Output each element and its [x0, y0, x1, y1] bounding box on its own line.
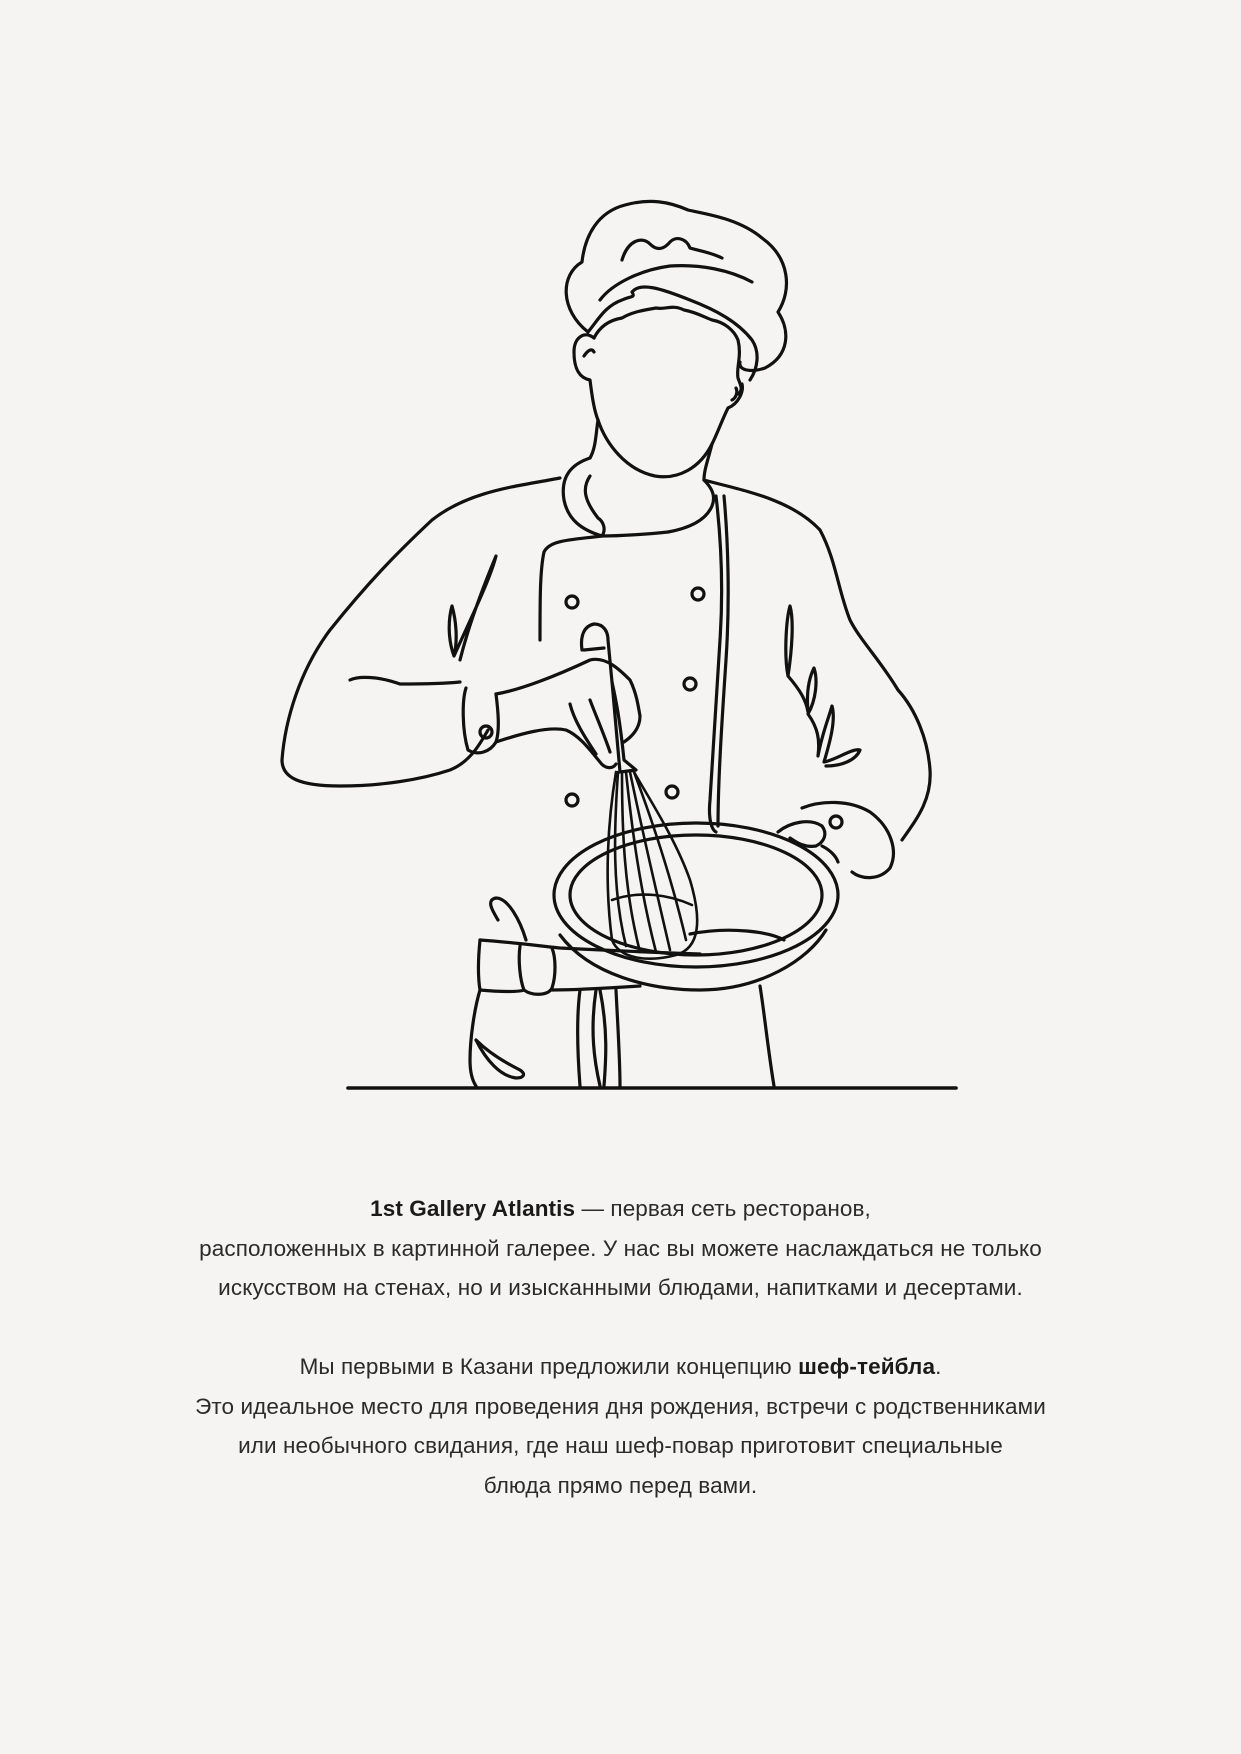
- jacket-right: [704, 480, 930, 840]
- intro-line-3: искусством на стенах, но и изысканными блюдами, напитками и десертами.: [218, 1275, 1023, 1300]
- chef-table-line-4: блюда прямо перед вами.: [483, 1472, 758, 1498]
- intro-line-1: [0, 1189, 1241, 1229]
- belt-buckle: [519, 946, 555, 994]
- right-hand: [778, 822, 825, 847]
- whisk-handle: [582, 624, 613, 682]
- jacket-button: [684, 678, 696, 690]
- jacket-button: [566, 794, 578, 806]
- intro-line-1-rest: — первая сеть ресторанов,: [575, 1196, 871, 1221]
- leaf-ornament: [786, 606, 860, 766]
- chef-table-line-2: Это идеальное место для проведения дня рождения, встречи с родственниками: [195, 1393, 1046, 1419]
- leaf-ornament: [449, 556, 496, 660]
- intro-line-2: расположенных в картинной галерее. У нас вы можете наслаждаться не только: [199, 1235, 1042, 1261]
- chef-table-line-1-start: Мы первыми в Казани предложили концепцию: [299, 1354, 799, 1379]
- whisk-wires: [608, 772, 698, 959]
- intro-paragraph: [0, 1189, 1241, 1308]
- mixing-bowl-rim: [554, 823, 838, 967]
- jacket-button: [566, 596, 578, 608]
- jacket-left: [282, 478, 560, 786]
- brand-name: 1st Gallery Atlantis: [370, 1196, 576, 1221]
- chef-table-line-1-end: .: [935, 1354, 942, 1379]
- chef-table-highlight: шеф-тейбла: [798, 1354, 936, 1379]
- chef-table-paragraph: [0, 1347, 1241, 1505]
- apron-tie: [491, 898, 526, 940]
- jacket-button: [692, 588, 704, 600]
- jacket-button: [666, 786, 678, 798]
- jacket-collar: [563, 458, 604, 536]
- chef-table-line-1: [0, 1347, 1241, 1387]
- chef-face: [574, 335, 742, 477]
- chef-table-line-3: или необычного свидания, где наш шеф-повар приготовит специальные: [238, 1433, 1003, 1458]
